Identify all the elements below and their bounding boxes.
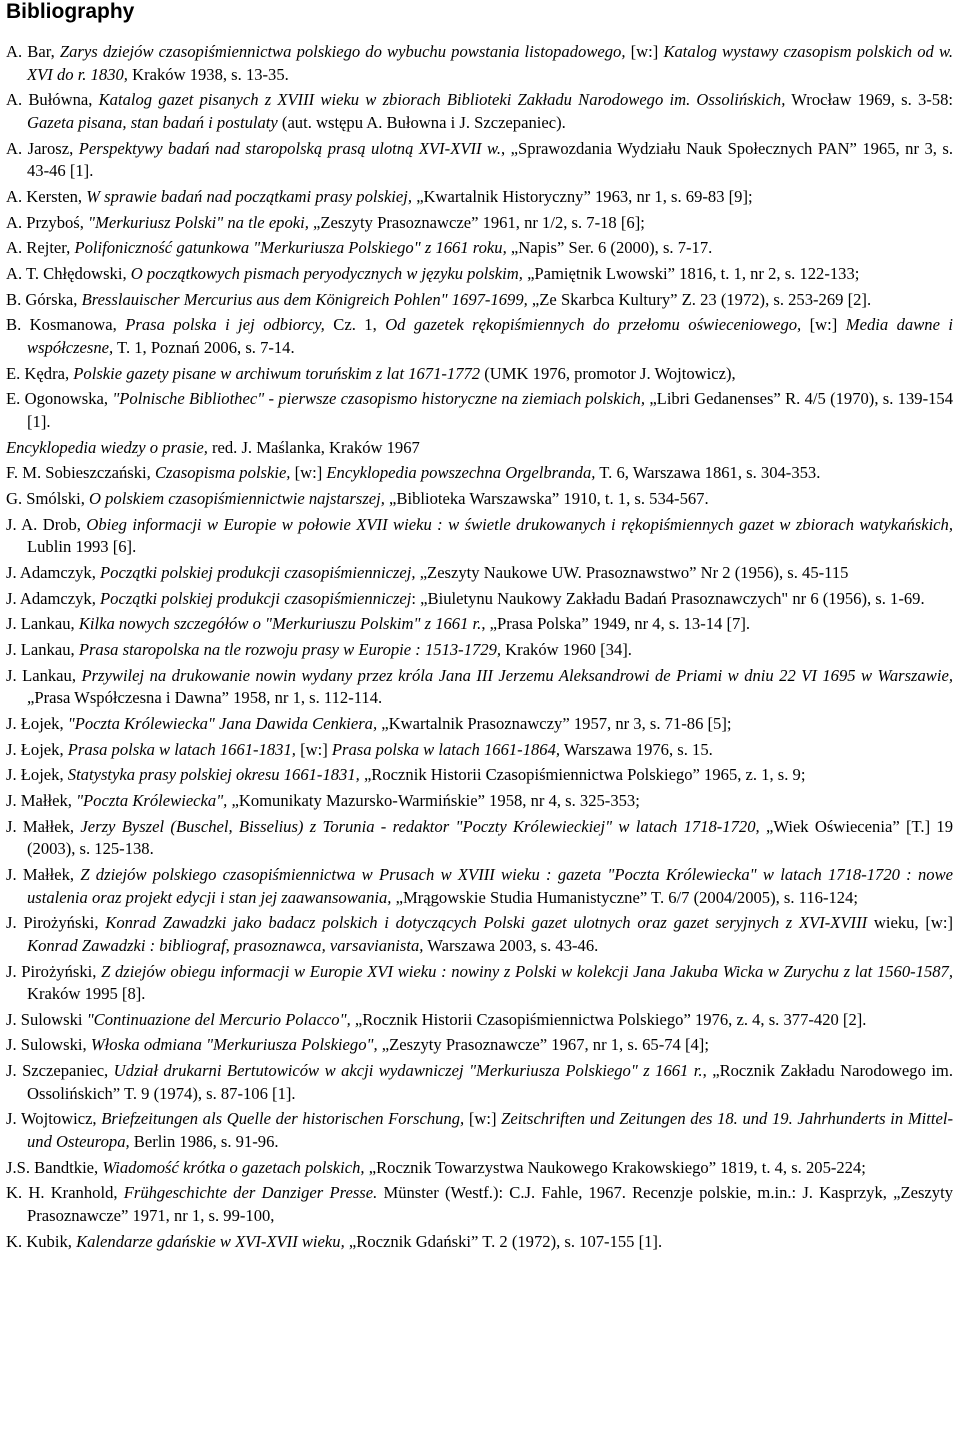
bibliography-entry [6,1108,953,1153]
entry-title-italic: Bresslauischer Mercurius aus dem Königreich Pohlen" 1697-1699, [81,289,528,309]
entry-title-italic: Jerzy Byszel (Buschel, Bisselius) z Torunia - redaktor "Poczty Królewieckiej" w latach 1718-1720, [80,816,760,836]
bibliography-entry [6,1009,953,1032]
entry-text: [w:] [295,739,332,759]
bibliography-entry [6,613,953,636]
entry-text: „Rocznik Gdański” T. 2 (1972), s. 107-155 [1]. [344,1231,663,1251]
entry-text: „Wiek Oświecenia” [T.] 19 (2003), s. 125-138. [27,816,953,859]
entry-title-italic: "Poczta Królewiecka", [76,790,228,810]
entry-text: J.S. Bandtkie, [6,1157,103,1177]
entry-text: „Kwartalnik Prasoznawczy” 1957, nr 3, s. 71-86 [5]; [377,713,732,733]
entry-title-italic: Początki polskiej produkcji czasopiśmienniczej [100,588,412,608]
bibliography-entry [6,588,953,611]
entry-text: , „Sprawozdania Wydziału Nauk Społecznych PAN” 1965, nr 3, s. 43-46 [1]. [27,138,953,181]
bibliography-entry [6,314,953,359]
entry-text: J. Szczepaniec, [6,1061,114,1081]
entry-text: Warszawa 2003, s. 43-46. [423,935,599,955]
entry-title-italic: "Merkuriusz Polski" na tle epoki, [88,212,309,232]
bibliography-entry [6,186,953,209]
entry-text: Kraków 1995 [8]. [27,984,146,1004]
entry-text: „Ze Skarbca Kultury” Z. 23 (1972), s. 253-269 [2]. [527,289,872,309]
entry-title-italic: Media dawne i współczesne, [27,315,953,357]
entry-text: (UMK 1976, promotor J. Wojtowicz), [480,363,736,383]
entry-title-italic: Encyklopedia wiedzy o prasie, [6,437,208,457]
bibliography-entry [6,639,953,662]
entry-text: : „Biuletynu Naukowy Zakładu Badań Prasoznawczych" nr 6 (1956), s. 1-69. [411,588,925,608]
entry-text: wieku, [w:] [867,913,953,933]
entry-title-italic: Prasa polska w latach 1661-1864, [331,739,561,759]
bibliography-entry [6,1060,953,1105]
entry-text: A. Bułówna, [6,90,99,110]
bibliography-entry [6,89,953,134]
entry-title-italic: Kilka nowych szczegółów o "Merkuriuszu Polskim" z 1661 r. [78,614,482,634]
entry-text: J. Pirożyński, [6,913,106,933]
bibliography-entry [6,961,953,1006]
entry-text: „Zeszyty Prasoznawcze” 1967, nr 1, s. 65-74 [4]; [377,1035,709,1055]
bibliography-entry [6,864,953,909]
entry-text: J. Łojek, [6,765,68,785]
entry-text: „Rocznik Towarzystwa Naukowego Krakowskiego” 1819, t. 4, s. 205-224; [364,1157,866,1177]
entry-text: A. Kersten, [6,186,87,206]
bibliography-entry [6,713,953,736]
bibliography-entry [6,237,953,260]
entry-text: „Rocznik Historii Czasopiśmiennictwa Polskiego” 1965, z. 1, s. 9; [359,765,806,785]
entry-title-italic: Konrad Zawadzki jako badacz polskich i dotyczących Polski gazet ulotnych oraz gazet seryjnych z XVI-XVIII [105,913,868,933]
bibliography-entry [6,1157,953,1180]
entry-text: „Zeszyty Prasoznawcze” 1961, nr 1/2, s. 7-18 [6]; [308,212,645,232]
bibliography-entry [6,289,953,312]
bibliography-entry [6,363,953,386]
bibliography-entry [6,388,953,433]
entry-title-italic: Czasopisma polskie, [154,463,291,483]
entry-title-italic: Statystyka prasy polskiej okresu 1661-1831, [67,765,360,785]
entry-text: Lublin 1993 [6]. [27,537,137,557]
bibliography-entry [6,263,953,286]
entry-text: „Libri Gedanenses” R. 4/5 (1970), s. 139-154 [1]. [27,389,953,431]
entry-text: J. Łojek, [6,713,68,733]
entry-text: „Zeszyty Naukowe UW. Prasoznawstwo” Nr 2 (1956), s. 45-115 [415,562,849,582]
entry-text: , „Prasa Polska” 1949, nr 4, s. 13-14 [7]. [481,614,750,634]
bibliography-list [6,41,953,1253]
entry-title-italic: Gazeta pisana, stan badań i postulaty [27,112,278,132]
bibliography-entry [6,1182,953,1227]
entry-title-italic: Encyklopedia powszechna Orgelbranda, [326,463,596,483]
entry-text: J. A. Drob, [6,514,87,534]
bibliography-entry [6,739,953,762]
entry-text: „Pamiętnik Lwowski” 1816, t. 1, nr 2, s. 122-133; [522,263,860,283]
entry-text: E. Ogonowska, [6,389,113,409]
entry-text: A. T. Chłędowski, [6,263,131,283]
entry-text: B. Górska, [6,289,82,309]
entry-text: J. Pirożyński, [6,961,102,981]
entry-text: Wrocław 1969, s. 3-58: [785,90,954,110]
entry-title-italic: W sprawie badań nad początkami prasy polskiej, [86,186,413,206]
page-title: Bibliography [6,0,135,23]
entry-title-italic: Prasa polska i jej odbiorcy, [125,315,325,335]
entry-title-italic: Frühgeschichte der Danziger Presse. [123,1183,378,1203]
entry-title-italic: Od gazetek rękopiśmiennych do przełomu oświeceniowego, [385,315,802,335]
entry-text: [w:] [290,463,327,483]
entry-text: A. Bar, [6,42,60,61]
entry-title-italic: Prasa polska w latach 1661-1831, [67,739,296,759]
entry-title-italic: Zeitschriften und Zeitungen des 18. und 19. Jahrhunderts in Mittel- und Osteuropa, [27,1109,953,1152]
entry-text: „Mrągowskie Studia Humanistyczne” T. 6/7 (2004/2005), s. 116-124; [391,887,858,907]
entry-title-italic: Konrad Zawadzki : bibliograf, prasoznawca, varsavianista, [27,935,424,955]
entry-text: Berlin 1986, s. 91-96. [129,1132,279,1152]
entry-text: J. Adamczyk, [6,588,101,608]
bibliography-entry [6,912,953,957]
entry-text: E. Kędra, [6,363,74,383]
entry-title-italic: Udział drukarni Bertutowiców w akcji wydawniczej "Merkuriusza Polskiego" z 1661 r. [113,1061,703,1081]
entry-title-italic: "Continuazione del Mercurio Polacco", [86,1009,351,1029]
entry-text: Kraków 1960 [34]. [501,639,632,659]
entry-text: J. Małłek, [6,864,81,884]
entry-title-italic: Obieg informacji w Europie w połowie XVII wieku : w świetle drukowanych i rękopiśmiennych gazet w zbiorach watykańskich, [86,514,953,534]
bibliography-entry [6,562,953,585]
entry-title-italic: Zarys dziejów czasopiśmiennictwa polskiego do wybuchu powstania listopadowego, [59,42,626,61]
entry-text: „Napis” Ser. 6 (2000), s. 7-17. [506,238,713,258]
entry-text: J. Lankau, [6,639,79,659]
bibliography-entry [6,41,953,86]
entry-text: A. Rejter, [6,238,75,258]
entry-title-italic: Katalog wystawy czasopism polskich od w. XVI do r. 1830, [27,42,953,84]
entry-title-italic: Perspektywy badań nad staropolską prasą ulotną XVI-XVII w. [78,138,501,158]
entry-text: J. Sulowski, [6,1035,91,1055]
bibliography-entry [6,1034,953,1057]
entry-text: „Komunikaty Mazursko-Warmińskie” 1958, nr 4, s. 325-353; [227,790,640,810]
entry-text: Münster (Westf.): C.J. Fahle, 1967. Recenzje polskie, m.in.: J. Kasprzyk, „Zeszyty Prasoznawcze” 1971, nr 1, s. 99-100, [27,1183,954,1225]
entry-text: (aut. wstępu A. Bułowna i J. Szczepaniec). [277,112,566,132]
entry-title-italic: Polskie gazety pisane w archiwum toruńskim z lat 1671-1772 [73,363,481,383]
entry-title-italic: Wiadomość krótka o gazetach polskich, [102,1157,365,1177]
entry-text: Kraków 1938, s. 13-35. [127,64,289,84]
entry-text: „Biblioteka Warszawska” 1910, t. 1, s. 534-567. [384,488,709,508]
entry-text: J. Lankau, [6,665,82,685]
entry-title-italic: O początkowych pismach peryodycznych w języku polskim, [130,263,523,283]
bibliography-entry [6,138,953,183]
bibliography-entry [6,488,953,511]
entry-title-italic: Briefzeitungen als Quelle der historischen Forschung, [101,1109,465,1129]
entry-text: G. Smólski, [6,488,89,508]
entry-text: J. Lankau, [6,614,79,634]
entry-text: „Kwartalnik Historyczny” 1963, nr 1, s. 69-83 [9]; [412,186,753,206]
entry-text: J. Małłek, [6,816,81,836]
entry-text: K. H. Kranhold, [6,1183,124,1203]
entry-title-italic: O polskiem czasopiśmiennictwie najstarszej, [89,488,385,508]
entry-text: J. Adamczyk, [6,562,101,582]
bibliography-entry [6,764,953,787]
entry-text: , „Rocznik Zakładu Narodowego im. Ossolińskich” T. 9 (1974), s. 87-106 [1]. [27,1061,953,1103]
entry-title-italic: "Poczta Królewiecka" Jana Dawida Cenkiera, [67,713,378,733]
bibliography-entry [6,816,953,861]
bibliography-entry [6,212,953,235]
entry-text: T. 6, Warszawa 1861, s. 304-353. [595,463,821,483]
bibliography-entry [6,462,953,485]
bibliography-entry [6,514,953,559]
entry-title-italic: Z dziejów obiegu informacji w Europie XVI wieku : nowiny z Polski w kolekcji Jana Jakuba Wicka w Zurychu z lat 1560-1587, [101,961,953,981]
entry-text: B. Kosmanowa, [6,315,126,335]
entry-text: F. M. Sobieszczański, [6,463,155,483]
entry-text: [w:] [464,1109,502,1129]
entry-title-italic: Z dziejów polskiego czasopiśmiennictwa w Prusach w XVIII wieku : gazeta "Poczta Królewiecka" w latach 1718-1720 : nowe ustalenia oraz projekt edycji i stan jej zaawansowania, [27,864,954,907]
entry-text: A. Jarosz, [6,138,79,158]
entry-text: [w:] [801,315,846,335]
entry-text: [w:] [625,42,664,61]
bibliography-entry [6,665,953,710]
entry-title-italic: Przywilej na drukowanie nowin wydany przez króla Jana III Jerzemu Aleksandrowi de Priami w dniu 22 VI 1695 w Warszawie, [81,665,953,685]
entry-text: A. Przyboś, [6,212,89,232]
entry-text: „Prasa Współczesna i Dawna” 1958, nr 1, s. 112-114. [27,688,383,708]
entry-text: „Rocznik Historii Czasopiśmiennictwa Polskiego” 1976, z. 4, s. 377-420 [2]. [350,1009,867,1029]
entry-title-italic: Polifoniczność gatunkowa "Merkuriusza Polskiego" z 1661 roku, [74,238,507,258]
entry-text: T. 1, Poznań 2006, s. 7-14. [113,337,295,357]
entry-text: Warszawa 1976, s. 15. [560,739,713,759]
bibliography-entry [6,790,953,813]
bibliography-entry [6,1231,953,1254]
entry-text: Cz. 1, [324,315,386,335]
entry-text: red. J. Maślanka, Kraków 1967 [207,437,420,457]
entry-title-italic: "Polnische Bibliothec" - pierwsze czasopismo historyczne na ziemiach polskich, [112,389,646,409]
entry-title-italic: Katalog gazet pisanych z XVIII wieku w zbiorach Biblioteki Zakładu Narodowego im. Ossolińskich, [98,90,786,110]
entry-text: J. Wojtowicz, [6,1109,102,1129]
entry-text: J. Łojek, [6,739,68,759]
entry-text: J. Sulowski [6,1009,87,1029]
entry-title-italic: Początki polskiej produkcji czasopiśmienniczej, [100,562,416,582]
entry-title-italic: Prasa staropolska na tle rozwoju prasy w Europie : 1513-1729, [78,639,502,659]
entry-title-italic: Kalendarze gdańskie w XVI-XVII wieku, [76,1231,345,1251]
entry-text: K. Kubik, [6,1231,77,1251]
entry-title-italic: Włoska odmiana "Merkuriusza Polskiego", [90,1035,378,1055]
bibliography-entry [6,437,953,460]
entry-text: J. Małłek, [6,790,77,810]
